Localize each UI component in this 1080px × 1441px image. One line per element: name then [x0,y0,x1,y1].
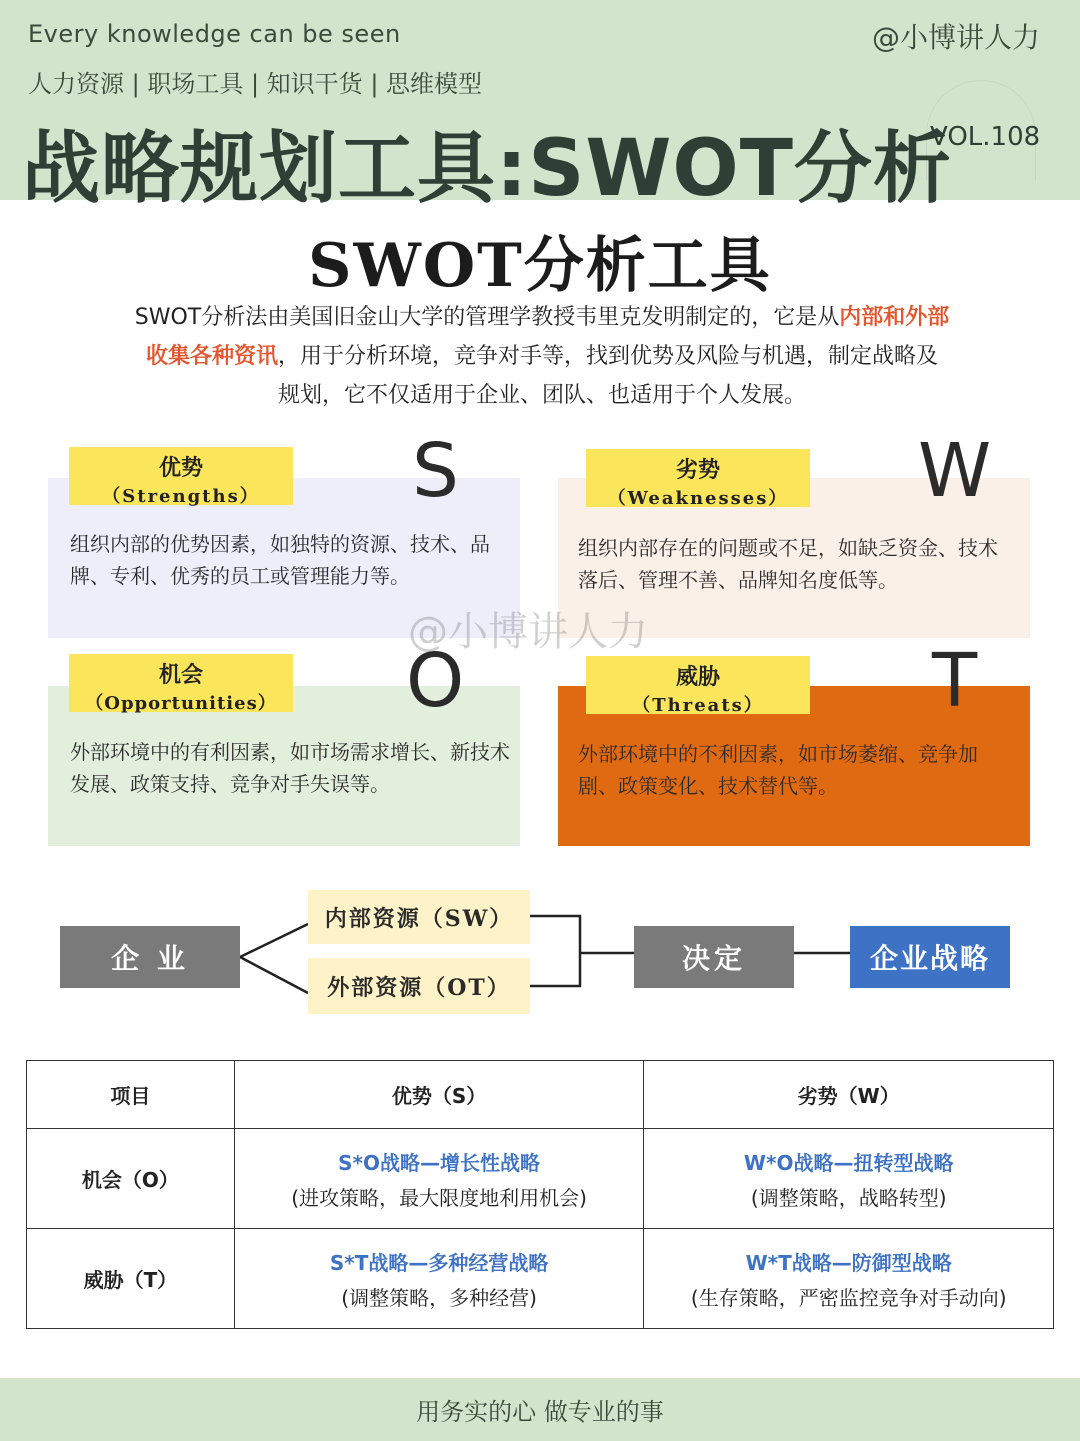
table-header: 优势（S） [234,1061,644,1129]
strategy-title: S*T战略—多种经营战略 [329,1250,549,1275]
row-label: 威胁（T） [27,1229,235,1329]
intro-highlight: 内部和外部 [839,305,950,330]
decide-box: 决定 [634,926,794,988]
strategy-matrix [26,1060,1054,1329]
weaknesses-label: 劣势 [675,457,720,483]
intro-text: 规划，它不仅适用于企业、团队、也适用于个人发展。 [277,383,806,408]
strategy-title: W*T战略—防御型战略 [745,1250,952,1275]
threats-label-en: （Threats） [632,695,764,716]
strategy-desc: (生存策略，严密监控竞争对手动向) [690,1285,1007,1310]
category-list: 人力资源 | 职场工具 | 知识干货 | 思维模型 [28,70,483,98]
strategy-desc: (进攻策略，最大限度地利用机会) [291,1185,587,1210]
intro-text: SWOT分析法由美国旧金山大学的管理学教授韦里克发明制定的，它是从 [134,305,840,330]
opportunities-label-en: （Opportunities） [85,693,277,714]
enterprise-strategy-box: 企业战略 [850,926,1010,988]
footer-slogan: 用务实的心 做专业的事 [0,1378,1080,1441]
table-cell [644,1229,1054,1329]
row-label: 机会（O） [27,1129,235,1229]
opportunities-label: 机会 [158,662,203,688]
strategy-title: W*O战略—扭转型战略 [743,1150,954,1175]
strengths-label-en: （Strengths） [102,486,260,507]
strategy-desc: (调整策略，战略转型) [750,1185,947,1210]
author-handle: @小博讲人力 [871,21,1040,54]
table-row [27,1229,1054,1329]
table-cell [644,1129,1054,1229]
weaknesses-label-en: （Weaknesses） [607,488,789,509]
page-title: 战略规划工具:SWOT分析 [22,124,952,214]
strengths-desc: 组织内部的优势因素，如独特的资源、技术、品牌、专利、优秀的员工或管理能力等。 [70,532,490,588]
strategy-title: S*O战略—增长性战略 [338,1150,541,1175]
table-cell [234,1129,644,1229]
opportunities-letter: O [406,638,465,724]
enterprise-box: 企 业 [60,926,240,988]
strategy-desc: (调整策略，多种经营) [341,1285,537,1310]
table-cell [234,1229,644,1329]
opportunities-desc: 外部环境中的有利因素，如市场需求增长、新技术发展、政策支持、竞争对手失误等。 [70,740,510,796]
internal-resources-box: 内部资源（SW） [308,890,530,944]
strengths-letter: S [412,428,459,514]
weaknesses-desc: 组织内部存在的问题或不足，如缺乏资金、技术落后、管理不善、品牌知名度低等。 [578,536,998,592]
intro-text: ，用于分析环境，竞争对手等，找到优势及风险与机遇，制定战略及 [278,344,939,369]
table-row [27,1129,1054,1229]
intro-highlight: 收集各种资讯 [145,344,278,369]
table-header: 劣势（W） [644,1061,1054,1129]
threats-desc: 外部环境中的不利因素，如市场萎缩、竞争加剧、政策变化、技术替代等。 [578,742,978,798]
table-header-row [27,1061,1054,1129]
table-header: 项目 [27,1061,235,1129]
volume-number: VOL.108 [930,122,1041,152]
external-resources-box: 外部资源（OT） [308,958,530,1014]
watermark: @小博讲人力 [408,609,648,655]
weaknesses-letter: W [918,428,992,514]
threats-letter: T [932,638,978,724]
section-title: SWOT分析工具 [308,231,772,301]
threats-label: 威胁 [675,664,720,690]
tagline: Every knowledge can be seen [28,20,401,48]
strengths-label: 优势 [158,455,203,481]
